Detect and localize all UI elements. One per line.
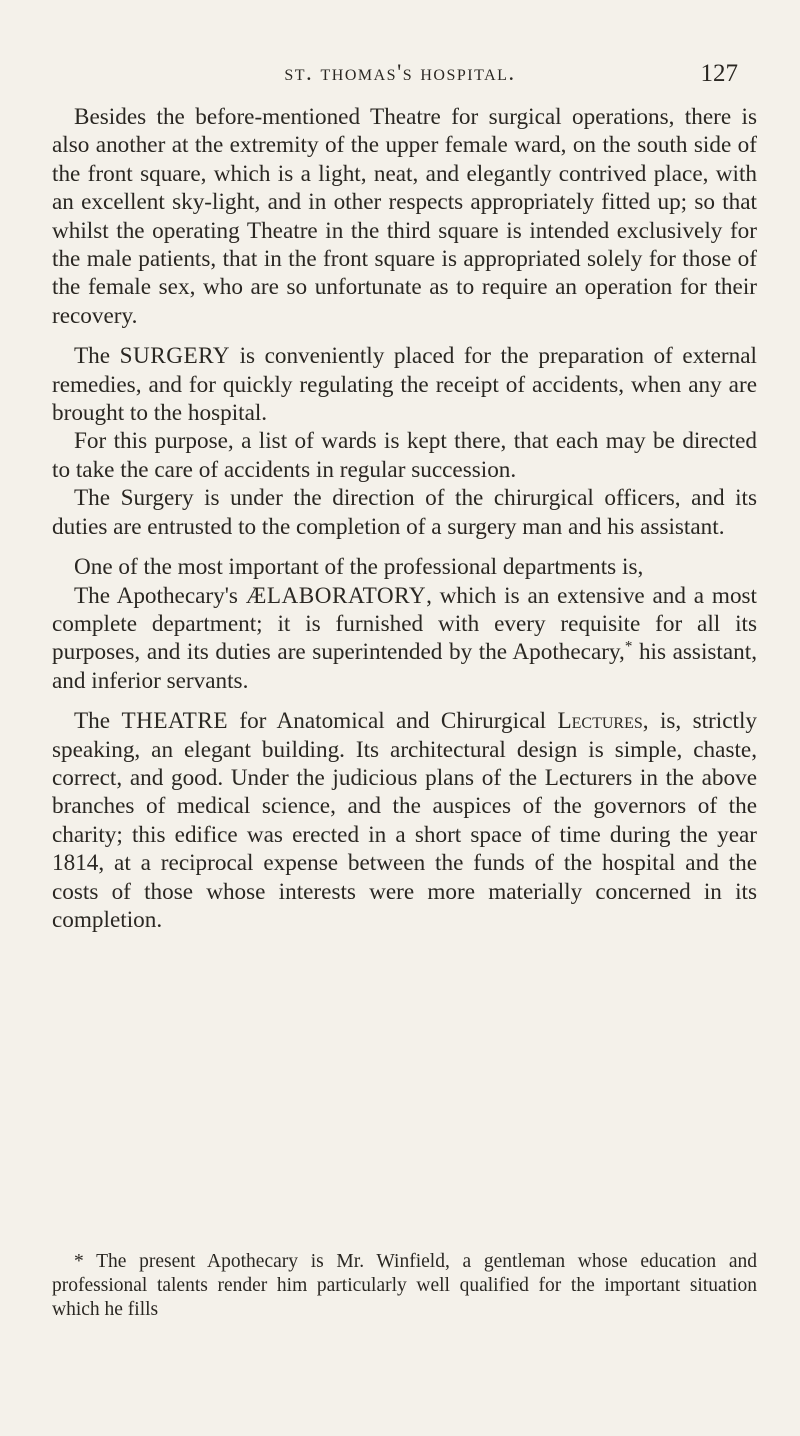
theatre-text-end: , is, strictly speaking, an elegant building. Its architectural design is simple, chaste, correct, and good. Under the judicious plans of the Lecturers in the above branches of medical science, and the auspices of the governors of the charity; this edifice was erected in a short space of time during the year 1814, at a reciprocal expense between the funds of the hospital and the costs of those whose interests were more materially concerned in its completion. <box>52 708 757 933</box>
paragraph-surgery-direction: The Surgery is under the direction of the chirurgical officers, and its duties are entrusted to the completion of a surgery man and his assistant. <box>52 485 757 540</box>
elaboratory-heading: ÆLABORATORY <box>245 582 427 609</box>
body-text <box>52 103 757 934</box>
paragraph-elaboratory <box>52 582 757 696</box>
page-number: 127 <box>700 60 738 87</box>
surgery-text: is conveniently placed for the preparation of external remedies, and for quickly regulating the receipt of accidents, when any are brought to the hospital. <box>52 343 757 427</box>
running-title: st. thomas's hospital. <box>284 60 516 85</box>
elaboratory-lead: The Apothecary's <box>74 582 246 609</box>
theatre-text: for Anatomical and Chirurgical <box>227 708 558 735</box>
theatre-lead: The <box>74 708 122 735</box>
elaboratory-text: , which is an extensive and a most complete department; it is furnished with every requisite for all its purposes, and its duties are superintended by the Apothecary, <box>52 582 757 666</box>
footnote-mark: * <box>74 1251 84 1272</box>
footnote-text <box>52 1250 757 1322</box>
elaboratory-text-end: his assistant, and inferior servants. <box>52 639 757 694</box>
lectures-heading: Lectures <box>557 708 643 735</box>
running-head <box>52 60 748 90</box>
paragraph-surgery <box>52 342 757 427</box>
paragraph-ward-list: For this purpose, a list of wards is kept there, that each may be directed to take the care of accidents in regular succession. <box>52 428 757 483</box>
surgery-lead: The <box>74 343 120 370</box>
footnote <box>52 1250 757 1322</box>
footnote-reference: * <box>624 638 633 655</box>
paragraph-theatre-female: Besides the before-mentioned Theatre for surgical operations, there is also another at the extremity of the upper female ward, on the south side of the front square, which is a light, neat, and elegantly contrived place, with an excellent sky-light, and in other respects appropriately fitted up; so that whilst the operating Theatre in the third square is intended exclusively for the male patients, that in the front square is appropriated solely for those of the female sex, who are so unfortunate as to require an operation for their recovery. <box>52 104 757 329</box>
paragraph-departments: One of the most important of the professional departments is, <box>74 554 644 581</box>
footnote-body: The present Apothecary is Mr. Winfield, a gentleman whose education and professional talents render him particularly well qualified for the important situation which he fills <box>52 1251 757 1320</box>
paragraph-theatre-lectures <box>52 707 757 934</box>
theatre-heading: THEATRE <box>121 708 228 735</box>
surgery-heading: SURGERY <box>119 343 231 370</box>
